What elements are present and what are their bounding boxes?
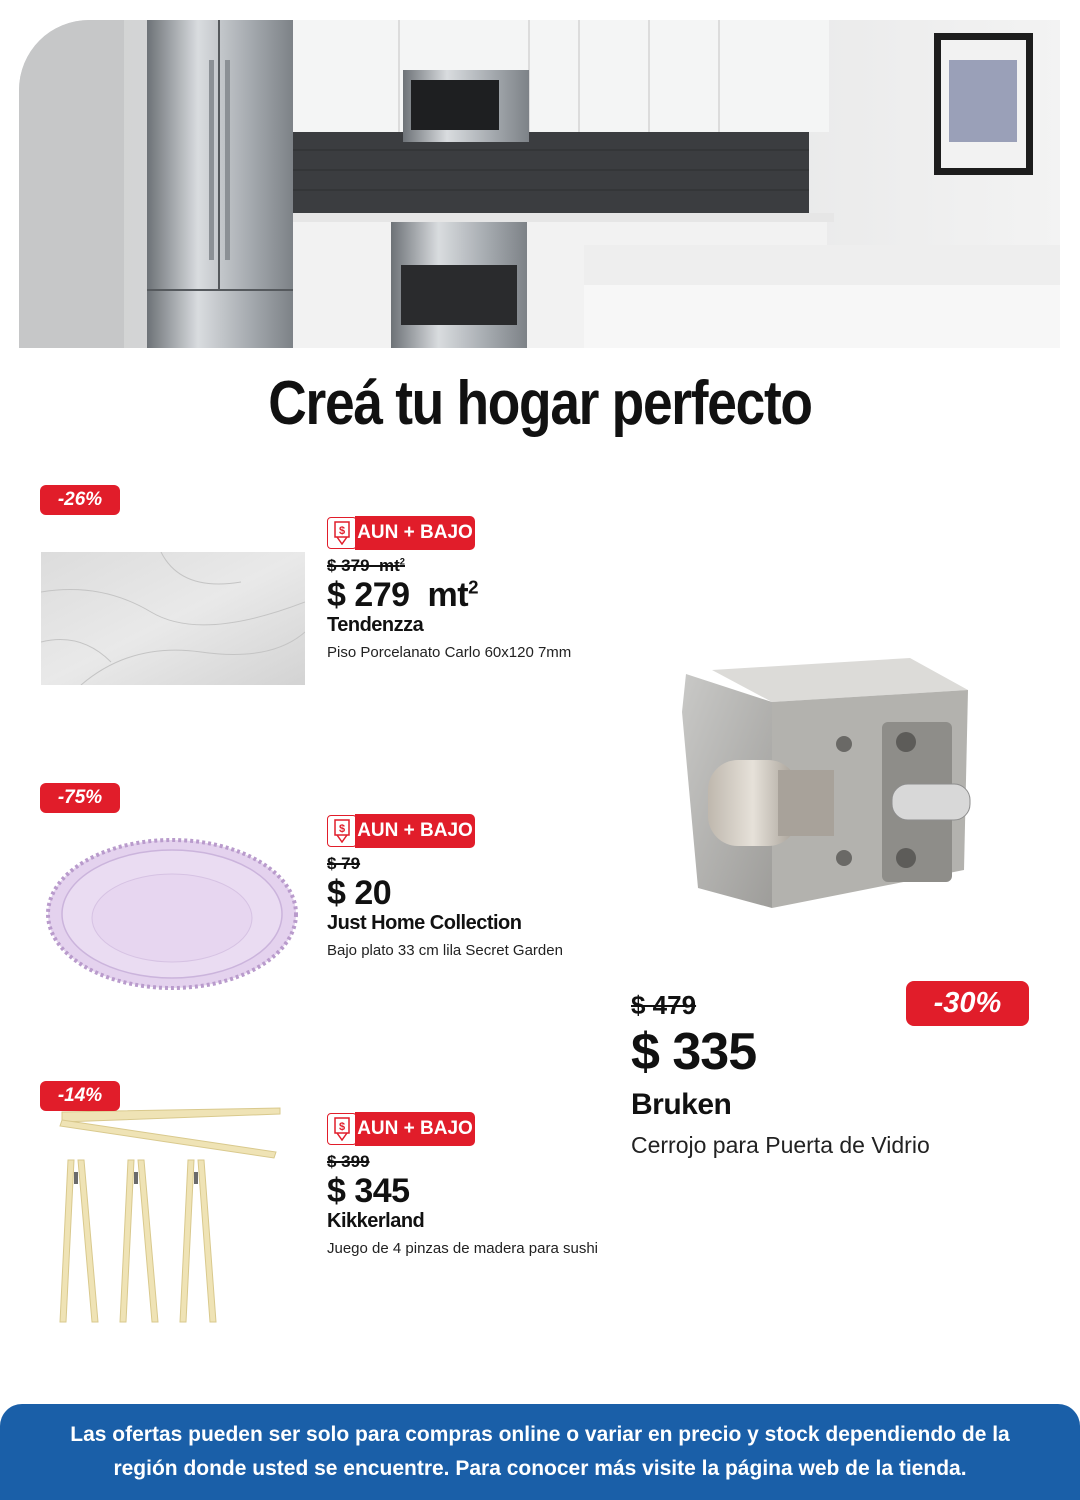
badge-label: AUN + BAJO [355,1112,475,1146]
current-price: $ 20 [327,874,392,912]
hero-kitchen-image [19,20,1060,348]
product-description: Juego de 4 pinzas de madera para sushi [327,1240,599,1257]
aun-mas-bajo-badge [327,814,475,848]
product-brand: Just Home Collection [327,912,522,934]
svg-text:$: $ [338,1121,346,1133]
aun-mas-bajo-badge [327,516,475,550]
glass-door-lock-image[interactable] [678,652,990,910]
svg-text:$: $ [338,525,346,537]
page-title: Creá tu hogar perfecto [268,369,812,438]
current-price: $ 345 [327,1172,410,1210]
current-price: $ 335 [631,1023,757,1081]
svg-text:$: $ [338,823,346,835]
product-brand: Kikkerland [327,1210,425,1232]
porcelain-tile-image[interactable] [41,552,305,685]
discount-badge: -26% [40,485,120,515]
product-description: Piso Porcelanato Carlo 60x120 7mm [327,644,572,661]
sushi-tongs-image[interactable] [40,1100,290,1330]
price-down-icon [327,517,357,549]
price-down-icon [327,1113,357,1145]
aun-mas-bajo-badge [327,1112,475,1146]
product-brand: Tendenzza [327,614,424,636]
old-price: $ 379 $mt^2$ [327,556,405,575]
old-price: $ 479 [631,990,697,1020]
badge-label: AUN + BAJO [355,516,475,550]
badge-label: AUN + BAJO [355,814,475,848]
lilac-plate-image[interactable] [46,838,298,990]
product-description: Cerrojo para Puerta de Vidrio [631,1132,930,1158]
product-description: Bajo plato 33 cm lila Secret Garden [327,942,563,959]
discount-badge: -14% [40,1081,120,1111]
discount-badge: -30% [906,981,1029,1026]
disclaimer-text: Las ofertas pueden ser solo para compras online o variar en precio y stock dependiendo de la región donde usted se encuentre. Para conocer más visite la página web de la tienda. [70,1423,1010,1480]
old-price: $ 399 [327,1152,370,1171]
current-price: $ 279 $mt^2$ [327,576,478,614]
product-brand: Bruken [631,1088,732,1121]
footer-disclaimer [0,1404,1080,1500]
old-price: $ 79 [327,854,361,873]
discount-badge: -75% [40,783,120,813]
price-down-icon [327,815,357,847]
